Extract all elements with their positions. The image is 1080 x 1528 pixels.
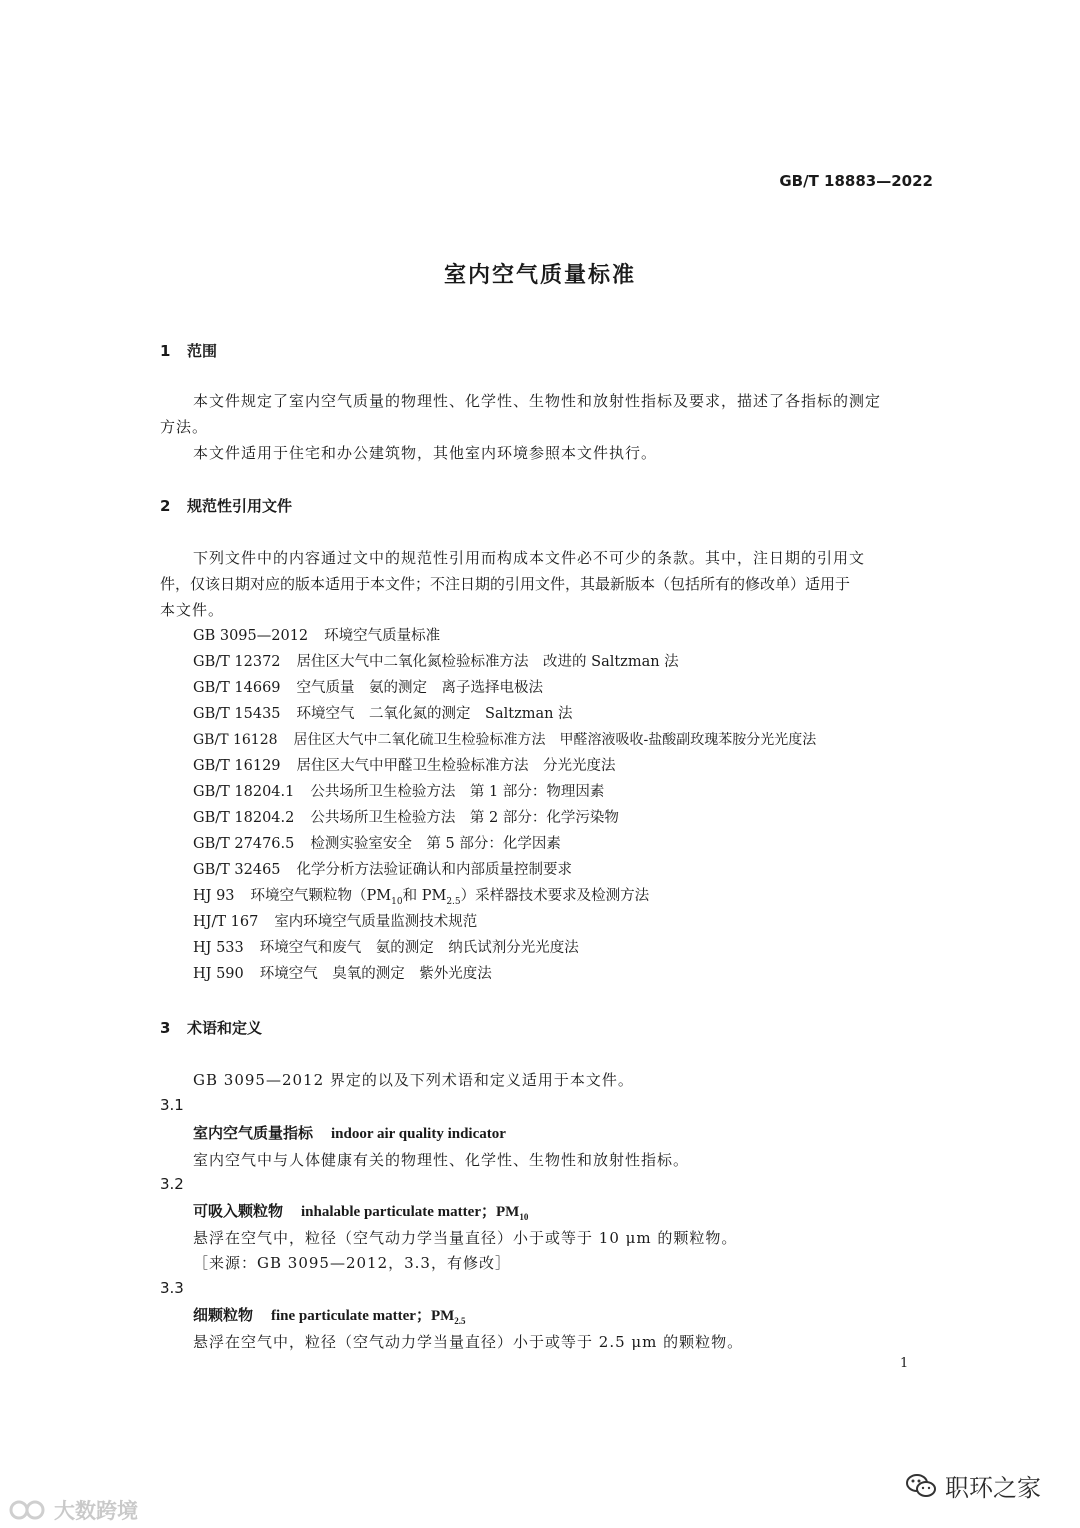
section-2-intro-line-1: 下列文件中的内容通过文中的规范性引用而构成本文件必不可少的条款。其中，注日期的引用文: [193, 549, 866, 567]
term-source: ［来源：GB 3095—2012，3.3，有修改］: [193, 1254, 511, 1272]
section-title: 规范性引用文件: [187, 497, 293, 515]
term-definition: 室内空气中与人体健康有关的物理性、化学性、生物性和放射性指标。: [193, 1151, 690, 1169]
section-2-heading: [160, 495, 292, 516]
subscript: 2.5: [454, 1316, 466, 1326]
reference-code: HJ 590: [193, 966, 244, 982]
reference-item: [193, 703, 816, 729]
reference-title: 室内环境空气质量监测技术规范: [274, 914, 478, 930]
term-number: 3.2: [160, 1175, 184, 1193]
term-en: indoor air quality indicator: [331, 1126, 506, 1142]
reference-item: [193, 651, 816, 677]
reference-code: GB/T 16129: [193, 758, 281, 774]
reference-item: [193, 781, 816, 807]
watermark-right-text: 职环之家: [945, 1474, 1041, 1502]
section-3-intro: GB 3095—2012 界定的以及下列术语和定义适用于本文件。: [193, 1071, 634, 1089]
section-1-paragraph-1-line-1: 本文件规定了室内空气质量的物理性、化学性、生物性和放射性指标及要求，描述了各指标的测定: [193, 392, 882, 410]
term-en: [301, 1204, 528, 1220]
watermark-right: [905, 1468, 1041, 1503]
term-definition: 悬浮在空气中，粒径（空气动力学当量直径）小于或等于 10 μm 的颗粒物。: [193, 1229, 738, 1247]
reference-code: GB 3095—2012: [193, 628, 309, 644]
section-1-paragraph-2: 本文件适用于住宅和办公建筑物，其他室内环境参照本文件执行。: [193, 444, 658, 462]
term-zh: 室内空气质量指标: [193, 1124, 314, 1142]
reference-title: [250, 888, 650, 907]
term-en-text: inhalable particulate matter；PM: [301, 1204, 520, 1220]
reference-item: [193, 807, 816, 833]
term-en-text: fine particulate matter；PM: [271, 1308, 455, 1324]
reference-title: 环境空气和废气 氨的测定 纳氏试剂分光光度法: [259, 940, 579, 956]
reference-title: 环境空气质量标准: [324, 628, 441, 644]
section-2-intro-line-3: 本文件。: [160, 601, 225, 619]
reference-item: [193, 885, 816, 911]
reference-title: 公共场所卫生检验方法 第 2 部分：化学污染物: [310, 810, 619, 826]
term-heading: [193, 1304, 466, 1326]
reference-item: [193, 677, 816, 703]
reference-item: [193, 729, 816, 755]
subscript: 10: [519, 1212, 529, 1222]
reference-code: GB/T 18204.2: [193, 810, 295, 826]
reference-title: 居住区大气中二氧化硫卫生检验标准方法 甲醛溶液吸收-盐酸副玫瑰苯胺分光光度法: [293, 732, 817, 748]
reference-title-part: 环境空气颗粒物（PM: [250, 888, 392, 904]
term-zh: 细颗粒物: [193, 1306, 254, 1324]
reference-title: 居住区大气中甲醛卫生检验标准方法 分光光度法: [296, 758, 616, 774]
reference-item: [193, 859, 816, 885]
subscript: 2.5: [446, 896, 461, 907]
reference-title: 化学分析方法验证确认和内部质量控制要求: [296, 862, 573, 878]
reference-item: [193, 833, 816, 859]
reference-code: HJ 533: [193, 940, 244, 956]
reference-title-part: 和 PM: [402, 888, 447, 904]
reference-title: 环境空气 臭氧的测定 紫外光度法: [259, 966, 492, 982]
reference-code: GB/T 32465: [193, 862, 281, 878]
reference-code: HJ/T 167: [193, 914, 259, 930]
term-definition: 悬浮在空气中，粒径（空气动力学当量直径）小于或等于 2.5 μm 的颗粒物。: [193, 1333, 744, 1351]
section-title: 范围: [187, 342, 218, 360]
reference-code: GB/T 18204.1: [193, 784, 295, 800]
reference-title: 居住区大气中二氧化氮检验标准方法 改进的 Saltzman 法: [296, 654, 679, 670]
term-heading: [193, 1200, 528, 1222]
section-2-intro-line-2: 件，仅该日期对应的版本适用于本文件；不注日期的引用文件，其最新版本（包括所有的修改单）适用于: [160, 575, 851, 593]
wechat-icon: [905, 1472, 937, 1500]
section-number: 1: [160, 342, 171, 360]
term-en: [271, 1308, 466, 1324]
reference-code: GB/T 14669: [193, 680, 281, 696]
reference-item: [193, 755, 816, 781]
reference-title: 检测实验室安全 第 5 部分：化学因素: [310, 836, 561, 852]
section-number: 3: [160, 1019, 171, 1037]
reference-title: 公共场所卫生检验方法 第 1 部分：物理因素: [310, 784, 605, 800]
normative-reference-list: [193, 625, 816, 989]
reference-title: 空气质量 氨的测定 离子选择电极法: [296, 680, 544, 696]
watermark-logo-icon: [8, 1499, 48, 1521]
reference-title-part: ）采样器技术要求及检测方法: [460, 888, 650, 904]
reference-item: [193, 911, 816, 937]
term-number: 3.1: [160, 1096, 184, 1114]
reference-item: [193, 937, 816, 963]
page-number: 1: [900, 1356, 909, 1371]
document-title: 室内空气质量标准: [443, 263, 636, 288]
watermark-left: [8, 1495, 138, 1525]
reference-code: GB/T 15435: [193, 706, 281, 722]
reference-code: GB/T 27476.5: [193, 836, 295, 852]
document-number: GB/T 18883—2022: [779, 172, 933, 190]
term-number: 3.3: [160, 1279, 184, 1297]
section-number: 2: [160, 497, 171, 515]
section-title: 术语和定义: [187, 1019, 263, 1037]
reference-item: [193, 963, 816, 989]
section-1-paragraph-1-line-2: 方法。: [160, 418, 209, 436]
watermark-left-text: 大数跨境: [54, 1499, 138, 1523]
subscript: 10: [391, 896, 403, 907]
reference-code: HJ 93: [193, 888, 235, 904]
term-heading: [193, 1122, 506, 1143]
section-3-heading: [160, 1017, 262, 1038]
section-1-heading: [160, 340, 217, 361]
reference-code: GB/T 12372: [193, 654, 281, 670]
term-zh: 可吸入颗粒物: [193, 1202, 284, 1220]
reference-title: 环境空气 二氧化氮的测定 Saltzman 法: [296, 706, 573, 722]
reference-item: [193, 625, 816, 651]
reference-code: GB/T 16128: [193, 732, 278, 748]
